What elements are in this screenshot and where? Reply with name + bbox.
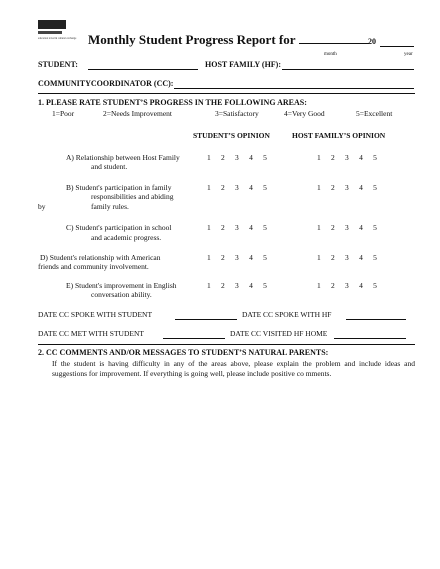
date-visited-hf-label: DATE CC VISITED HF HOME: [230, 329, 328, 338]
organization-logo: [38, 20, 78, 46]
date-spoke-student-label: DATE CC SPOKE WITH STUDENT: [38, 310, 153, 319]
month-line: [299, 34, 369, 44]
item-c-host-rating[interactable]: 1 2 3 4 5: [317, 223, 382, 232]
section2-line2: suggestions for improvement. If everything is going well, please include positive co mments.: [52, 369, 332, 378]
scale-needs-improvement: 2=Needs Improvement: [103, 109, 173, 118]
item-d-line1: D) Student's relationship with American: [40, 253, 161, 262]
item-d-line2: friends and community involvement.: [38, 262, 149, 271]
comments-area[interactable]: [38, 382, 415, 557]
logo-mark-underline: [38, 31, 62, 34]
item-e-line2: conversation ability.: [91, 290, 152, 299]
item-d-student-rating[interactable]: 1 2 3 4 5: [207, 253, 272, 262]
date-visited-hf-field[interactable]: [334, 330, 406, 339]
year-caption: year: [404, 52, 413, 57]
item-b-line3: family rules.: [91, 202, 129, 211]
item-a-host-rating[interactable]: 1 2 3 4 5: [317, 153, 382, 162]
section1-heading: 1. PLEASE RATE STUDENT’S PROGRESS IN THE FOLLOWING AREAS:: [38, 98, 307, 107]
date-spoke-hf-label: DATE CC SPOKE WITH HF: [242, 310, 332, 319]
student-label: STUDENT:: [38, 60, 78, 69]
item-b-by: by: [38, 202, 46, 211]
item-b-line1: B) Student's participation in family: [66, 183, 172, 192]
logo-tagline: education travel & cultural exchange: [38, 37, 77, 40]
coordinator-field[interactable]: [174, 80, 414, 89]
scale-poor: 1=Poor: [52, 109, 75, 118]
host-family-label: HOST FAMILY (HF):: [205, 60, 282, 69]
item-e-host-rating[interactable]: 1 2 3 4 5: [317, 281, 382, 290]
logo-mark: [38, 20, 66, 29]
item-c-student-rating[interactable]: 1 2 3 4 5: [207, 223, 272, 232]
date-met-student-field[interactable]: [163, 330, 225, 339]
scale-satisfactory: 3=Satisfactory: [215, 109, 259, 118]
item-a-line1: A) Relationship between Host Family: [66, 153, 180, 162]
month-caption: month: [324, 52, 337, 57]
student-field[interactable]: [88, 61, 198, 70]
year-line: [380, 37, 414, 47]
year-prefix: 20: [368, 37, 376, 46]
section-divider: [38, 93, 415, 94]
student-opinion-header: STUDENT’S OPINION: [193, 131, 270, 140]
item-b-student-rating[interactable]: 1 2 3 4 5: [207, 183, 272, 192]
item-b-line2: responsibilities and abiding: [91, 192, 174, 201]
item-d-host-rating[interactable]: 1 2 3 4 5: [317, 253, 382, 262]
host-family-field[interactable]: [282, 61, 414, 70]
item-e-student-rating[interactable]: 1 2 3 4 5: [207, 281, 272, 290]
date-spoke-hf-field[interactable]: [346, 311, 406, 320]
item-a-line2: and student.: [91, 162, 128, 171]
item-a-student-rating[interactable]: 1 2 3 4 5: [207, 153, 272, 162]
coordinator-label: COMMUNITYCOORDINATOR (CC):: [38, 79, 174, 88]
page-title: [88, 32, 369, 48]
page-title-text: Monthly Student Progress Report for: [88, 32, 296, 47]
scale-excellent: 5=Excellent: [356, 109, 393, 118]
section2-line1: If the student is having difficulty in any of the areas above, please explain the problem and include ideas and: [52, 359, 415, 368]
item-c-line1: C) Student's participation in school: [66, 223, 172, 232]
section2-instructions: [52, 359, 415, 379]
date-met-student-label: DATE CC MET WITH STUDENT: [38, 329, 144, 338]
scale-very-good: 4=Very Good: [284, 109, 325, 118]
date-spoke-student-field[interactable]: [175, 311, 237, 320]
section2-heading: 2. CC COMMENTS AND/OR MESSAGES TO STUDENT’S NATURAL PARENTS:: [38, 348, 329, 357]
item-c-line2: and academic progress.: [91, 233, 162, 242]
item-e-line1: E) Student's improvement in English: [66, 281, 177, 290]
host-opinion-header: HOST FAMILY’S OPINION: [292, 131, 386, 140]
section-divider-2: [38, 344, 415, 345]
item-b-host-rating[interactable]: 1 2 3 4 5: [317, 183, 382, 192]
